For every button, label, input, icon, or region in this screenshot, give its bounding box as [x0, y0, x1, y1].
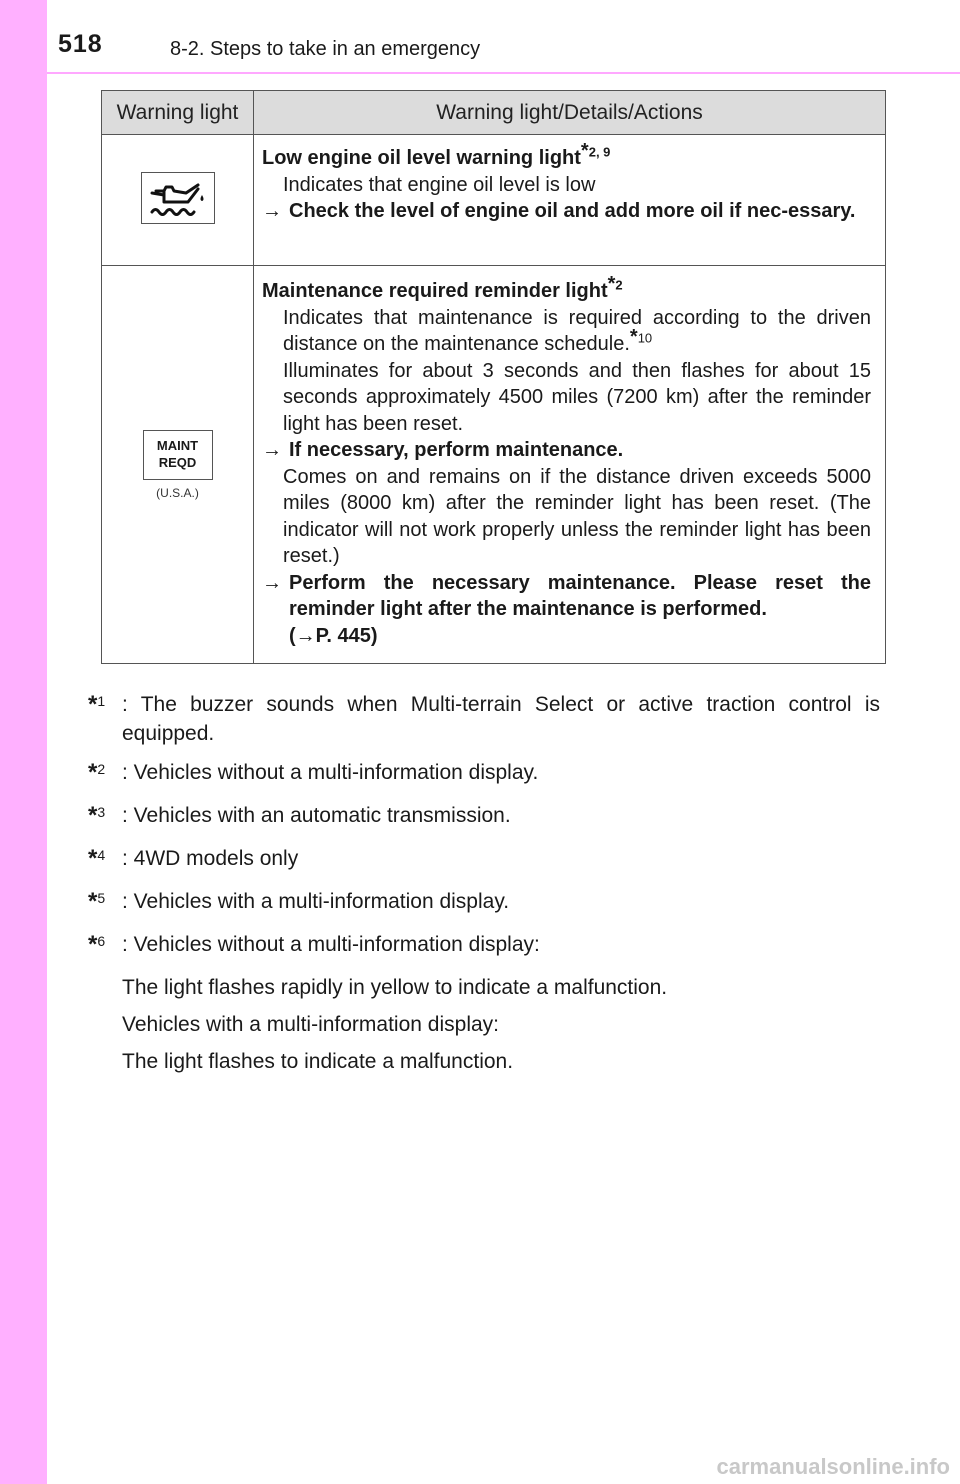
footnote-text: : Vehicles without a multi-information display:: [122, 933, 540, 956]
warning-title: Maintenance required reminder light: [262, 280, 608, 302]
column-header: Warning light: [102, 91, 254, 135]
table-header-row: [102, 91, 886, 135]
action-text: If necessary, perform maintenance.: [289, 439, 624, 461]
footnote-ref: 2, 9: [588, 144, 611, 160]
side-tab-bar: [0, 0, 47, 1484]
footnote-text: : Vehicles without a multi-information display.: [122, 761, 539, 784]
footnote-star: *: [88, 931, 98, 958]
footnotes: [88, 690, 880, 1084]
arrow-icon: →: [262, 439, 282, 461]
footnote-number: 4: [97, 847, 106, 863]
footnote-star: *: [629, 326, 638, 348]
maint-reqd-icon: [143, 430, 213, 480]
footnote-text: : The buzzer sounds when Multi-terrain Select or active traction control is equipped.: [122, 693, 880, 745]
warning-detail: Indicates that maintenance is required according to the driven distance on the maintenance schedule.*$^{10}$: [283, 306, 871, 355]
footnote-star: *: [88, 802, 98, 829]
warning-light-table: [101, 90, 886, 664]
footnote-number: 2: [97, 761, 106, 777]
arrow-icon: →: [262, 200, 282, 222]
footnote-star: *: [88, 845, 98, 872]
footnote: [88, 887, 880, 920]
footnote-text: : 4WD models only: [122, 847, 299, 870]
footnote-star: *: [88, 888, 98, 915]
warning-light-cell: [102, 266, 254, 664]
warning-detail: Comes on and remains on if the distance driven exceeds 5000 miles (8000 km) after the reminder light has been reset. (The indicator will not work properly unless the reminder light has been reset.): [283, 465, 871, 567]
section-title: 8-2. Steps to take in an emergency: [170, 38, 481, 60]
footnote-text: : Vehicles with an automatic transmission.: [122, 804, 511, 827]
page-number: 518: [58, 30, 103, 58]
arrow-icon: →: [295, 624, 316, 647]
footnote-star: *: [88, 691, 98, 718]
page-reference: P. 445): [315, 624, 378, 647]
warning-detail: Illuminates for about 3 seconds and then flashes for about 15 seconds approximately 4500 miles (7200 km) after the reminder light has been reset.: [283, 359, 871, 435]
footnote-ref: 2: [615, 277, 623, 293]
footnote: [88, 801, 880, 834]
footnote-continuation: The light flashes to indicate a malfunction.: [122, 1050, 514, 1073]
icon-label-line2: REQD: [158, 454, 197, 470]
action-text: Perform the necessary maintenance. Please reset the reminder light after the maintenance is performed.: [289, 571, 871, 620]
warning-light-cell: [102, 135, 254, 266]
warning-detail: Indicates that engine oil level is low: [283, 173, 596, 196]
region-label: (U.S.A.): [156, 485, 199, 500]
table-row: [102, 135, 886, 266]
warning-details-cell: [254, 266, 886, 664]
footnote-text: : Vehicles with a multi-information display.: [122, 890, 510, 913]
arrow-icon: →: [262, 571, 282, 594]
footnote-star: *: [607, 273, 616, 295]
warning-action: [262, 437, 871, 464]
table-row: [102, 266, 886, 664]
watermark: carmanualsonline.info: [716, 1454, 950, 1479]
footnote-number: 5: [97, 890, 106, 906]
icon-label-line1: MAINT: [156, 437, 199, 453]
footnote-star: *: [88, 759, 98, 786]
warning-action: [262, 198, 871, 225]
footnote: [88, 844, 880, 877]
warning-title: Low engine oil level warning light: [262, 147, 581, 169]
footnote-number: 6: [97, 933, 106, 949]
footnote-star: *: [580, 140, 589, 162]
footnote-number: 1: [97, 693, 106, 709]
header-rule: [47, 72, 960, 74]
footnote: [88, 930, 880, 963]
warning-action: [262, 570, 871, 650]
action-text: Check the level of engine oil and add more oil if nec-essary.: [289, 200, 856, 222]
column-header: Warning light/Details/Actions: [254, 91, 886, 135]
footnote-number: 3: [97, 804, 106, 820]
footnote-ref: 10: [637, 330, 653, 346]
page-ref-open: (: [289, 624, 296, 647]
footnote-continuation: Vehicles with a multi-information display:: [122, 1013, 499, 1036]
oil-can-level-icon: [141, 172, 215, 224]
warning-details-cell: [254, 135, 886, 266]
footnote-continuation: The light flashes rapidly in yellow to indicate a malfunction.: [122, 976, 668, 999]
footnote: [88, 690, 880, 748]
footnote: [88, 758, 880, 791]
